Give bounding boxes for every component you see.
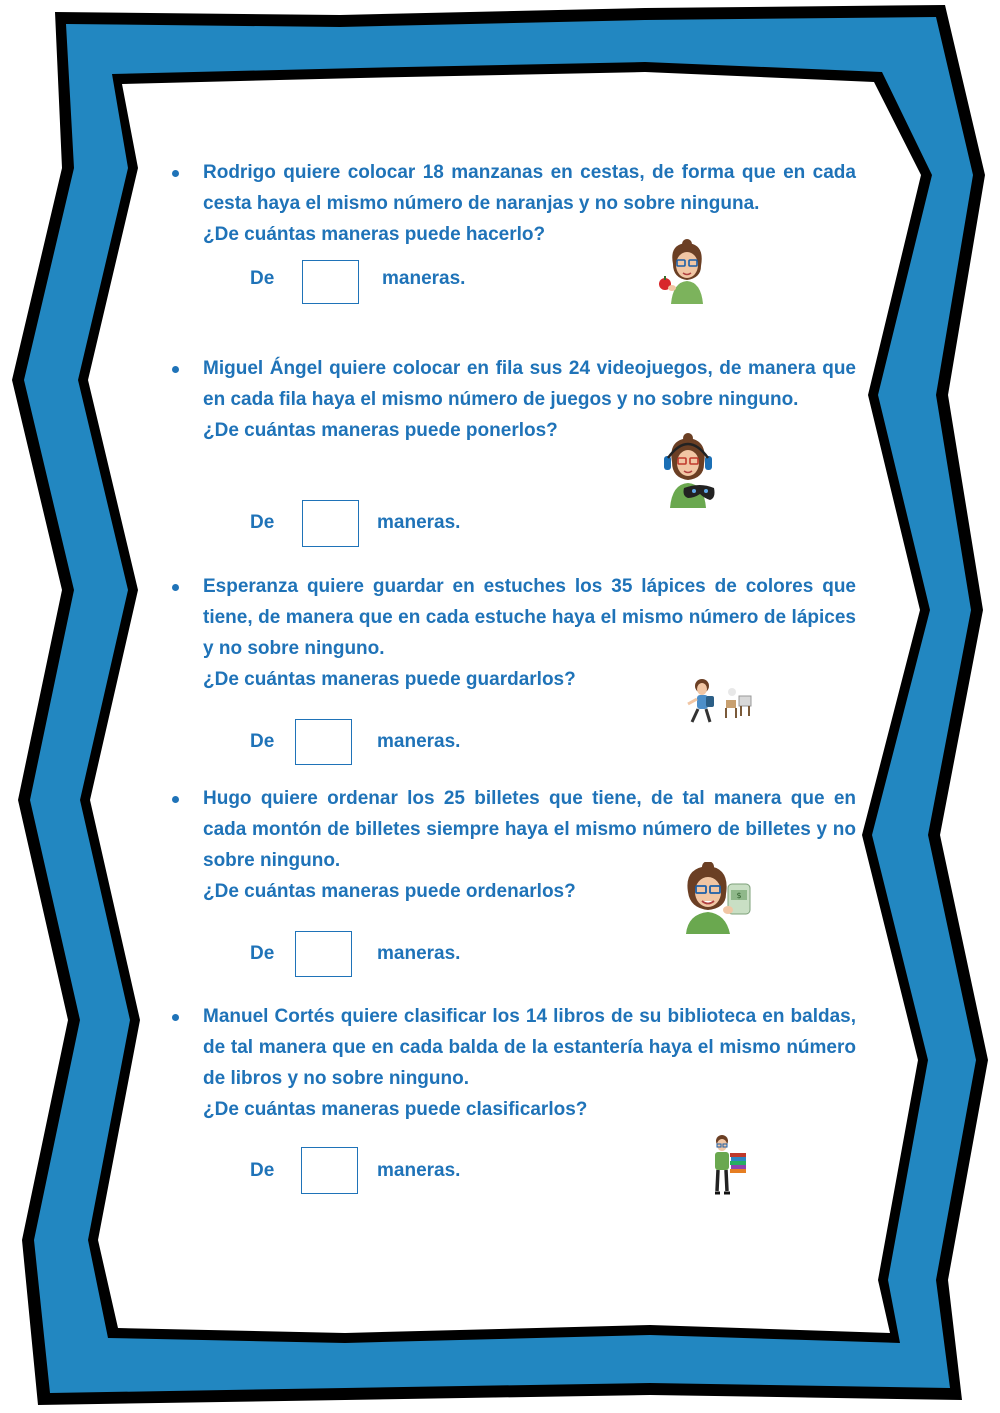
problem-question: ¿De cuántas maneras puede ponerlos? (203, 420, 558, 441)
answer-input-box[interactable] (302, 260, 359, 304)
problem-question: ¿De cuántas maneras puede ordenarlos? (203, 881, 576, 902)
problem-question: ¿De cuántas maneras puede clasificarlos? (203, 1099, 588, 1120)
problem-2 (172, 353, 856, 446)
answer-suffix: maneras. (377, 943, 461, 964)
answer-row-3 (0, 719, 1000, 765)
bullet-icon (172, 170, 179, 177)
problem-5 (172, 1001, 856, 1125)
answer-row-4 (0, 931, 1000, 977)
answer-input-box[interactable] (295, 719, 352, 765)
answer-prefix: De (250, 512, 275, 533)
answer-row-1 (0, 260, 1000, 306)
answer-input-box[interactable] (302, 500, 359, 547)
bullet-icon (172, 584, 179, 591)
avatar-with-apple-icon (655, 238, 715, 304)
answer-input-box[interactable] (301, 1147, 358, 1194)
answer-prefix: De (250, 268, 275, 289)
bullet-icon (172, 1014, 179, 1021)
problem-statement: Rodrigo quiere colocar 18 manzanas en cestas, de forma que en cada cesta haya el mismo número de naranjas y no sobre ninguna. (203, 162, 856, 214)
problem-statement: Manuel Cortés quiere clasificar los 14 libros de su biblioteca en baldas, de tal manera que en cada balda de la estantería haya el mismo número de libros y no sobre ninguno. (203, 1006, 856, 1089)
avatar-with-books-icon (706, 1133, 750, 1197)
problem-statement: Miguel Ángel quiere colocar en fila sus 24 videojuegos, de manera que en cada fila haya el mismo número de juegos y no sobre ninguno. (203, 358, 856, 410)
problem-question: ¿De cuántas maneras puede hacerlo? (203, 224, 546, 245)
answer-suffix: maneras. (377, 1160, 461, 1181)
avatar-running-to-school-icon (686, 674, 756, 732)
answer-row-5 (0, 1147, 1000, 1193)
answer-input-box[interactable] (295, 931, 352, 977)
problem-statement: Hugo quiere ordenar los 25 billetes que tiene, de tal manera que en cada montón de billetes siempre haya el mismo número de billetes y no sobre ninguno. (203, 788, 856, 871)
bullet-icon (172, 796, 179, 803)
svg-text:$: $ (736, 891, 742, 900)
answer-suffix: maneras. (382, 268, 466, 289)
avatar-with-gamepad-icon (660, 432, 718, 508)
problem-statement: Esperanza quiere guardar en estuches los 35 lápices de colores que tiene, de manera que en cada estuche haya el mismo número de lápices y no sobre ninguno. (203, 576, 856, 659)
answer-prefix: De (250, 731, 275, 752)
problem-1 (172, 157, 856, 250)
answer-prefix: De (250, 1160, 275, 1181)
problem-question: ¿De cuántas maneras puede guardarlos? (203, 669, 576, 690)
avatar-with-money-icon (678, 862, 754, 934)
answer-suffix: maneras. (377, 731, 461, 752)
answer-suffix: maneras. (377, 512, 461, 533)
bullet-icon (172, 366, 179, 373)
answer-prefix: De (250, 943, 275, 964)
answer-row-2 (0, 500, 1000, 546)
